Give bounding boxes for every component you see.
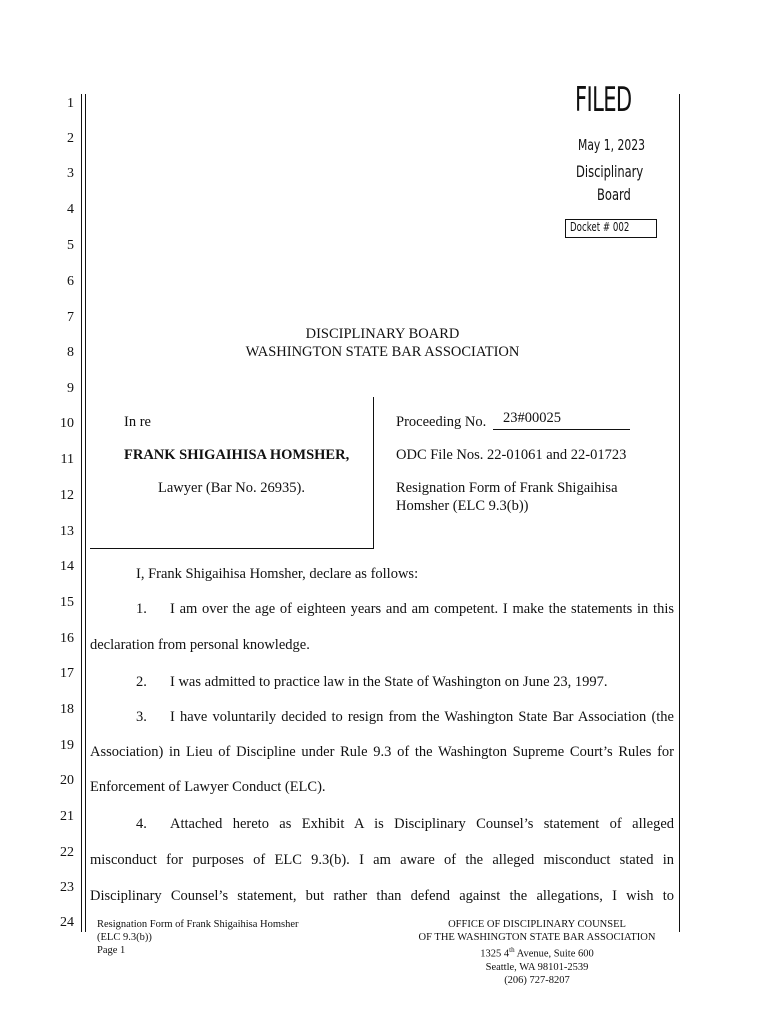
filed-stamp: FILED: [575, 80, 632, 120]
footer-street: 1325 4th Avenue, Suite 600: [480, 946, 594, 960]
left-margin-rule-outer: [81, 94, 82, 932]
footer-document-title: Resignation Form of Frank Shigaihisa Homsher: [97, 919, 299, 930]
footer-street-suffix: th: [509, 946, 515, 954]
line-number-3: 3: [67, 166, 74, 181]
heading-board: DISCIPLINARY BOARD: [305, 326, 460, 342]
footer-rule-citation: (ELC 9.3(b)): [97, 932, 152, 943]
left-margin-rule-inner: [85, 94, 86, 932]
right-margin-rule: [679, 94, 680, 932]
line-number-14: 14: [60, 559, 74, 574]
line-number-19: 19: [60, 738, 74, 753]
paragraph-3-number: 3.: [136, 709, 147, 725]
odc-file-numbers: ODC File Nos. 22-01061 and 22-01723: [396, 447, 627, 463]
line-number-21: 21: [60, 809, 74, 824]
footer-city: Seattle, WA 98101-2539: [485, 961, 589, 973]
caption-respondent: FRANK SHIGAIHISA HOMSHER,: [124, 447, 350, 463]
line-number-4: 4: [67, 202, 74, 217]
footer-right: [396, 918, 678, 987]
paragraph-3-line3: Enforcement of Lawyer Conduct (ELC).: [90, 779, 326, 795]
line-number-16: 16: [60, 631, 74, 646]
line-number-22: 22: [60, 845, 74, 860]
footer-association: OF THE WASHINGTON STATE BAR ASSOCIATION: [418, 932, 656, 943]
docket-number: Docket # 002: [570, 220, 630, 234]
filed-board-line1: Disciplinary: [576, 162, 644, 181]
proceeding-number-field: [493, 410, 630, 430]
paragraph-1-line1: I am over the age of eighteen years and am competent. I make the statements in this: [170, 601, 674, 617]
caption-bar-number: Lawyer (Bar No. 26935).: [158, 480, 305, 496]
line-number-15: 15: [60, 595, 74, 610]
paragraph-4-line2: misconduct for purposes of ELC 9.3(b). I am aware of the alleged misconduct stated in: [90, 852, 674, 868]
paragraph-1-line2: declaration from personal knowledge.: [90, 637, 310, 653]
proceeding-number: 23#00025: [503, 410, 561, 426]
paragraph-4-number: 4.: [136, 816, 147, 832]
line-number-23: 23: [60, 880, 74, 895]
proceeding-label: Proceeding No.: [396, 414, 487, 430]
paragraph-3-line2: Association) in Lieu of Discipline under Rule 9.3 of the Washington Supreme Court’s Rules for: [90, 744, 674, 760]
filed-board-line2: Board: [597, 185, 631, 204]
line-number-10: 10: [60, 416, 74, 431]
line-number-2: 2: [67, 131, 74, 146]
paragraph-1-number: 1.: [136, 601, 147, 617]
paragraph-2-line1: I was admitted to practice law in the State of Washington on June 23, 1997.: [170, 674, 608, 690]
heading-association: WASHINGTON STATE BAR ASSOCIATION: [245, 344, 520, 360]
caption-in-re: In re: [124, 414, 151, 430]
line-number-12: 12: [60, 488, 74, 503]
paragraph-3-line1: I have voluntarily decided to resign from the Washington State Bar Association (the: [170, 709, 674, 725]
declaration-intro: I, Frank Shigaihisa Homsher, declare as follows:: [136, 566, 419, 582]
filed-date: May 1, 2023: [578, 136, 645, 154]
paragraph-4-line3: Disciplinary Counsel’s statement, but rather than defend against the allegations, I wish to: [90, 888, 674, 904]
line-number-18: 18: [60, 702, 74, 717]
paragraph-2-number: 2.: [136, 674, 147, 690]
footer-office: OFFICE OF DISCIPLINARY COUNSEL: [448, 919, 626, 930]
line-number-13: 13: [60, 524, 74, 539]
document-title-line1: Resignation Form of Frank Shigaihisa: [396, 480, 618, 496]
line-number-9: 9: [67, 381, 74, 396]
line-number-7: 7: [67, 310, 74, 325]
line-number-8: 8: [67, 345, 74, 360]
line-number-20: 20: [60, 773, 74, 788]
line-number-5: 5: [67, 238, 74, 253]
paragraph-4-line1: Attached hereto as Exhibit A is Disciplinary Counsel’s statement of alleged: [170, 816, 674, 832]
docket-box: [565, 219, 657, 238]
line-number-24: 24: [60, 915, 74, 930]
footer-left: [97, 918, 357, 957]
line-number-11: 11: [60, 452, 74, 467]
caption-divider-horizontal: [90, 548, 374, 549]
footer-page-number: Page 1: [97, 945, 126, 956]
line-number-17: 17: [60, 666, 74, 681]
document-title-line2: Homsher (ELC 9.3(b)): [396, 498, 529, 514]
footer-phone: (206) 727-8207: [504, 974, 570, 986]
caption-divider-vertical: [373, 397, 374, 549]
line-number-6: 6: [67, 274, 74, 289]
line-number-1: 1: [67, 96, 74, 111]
